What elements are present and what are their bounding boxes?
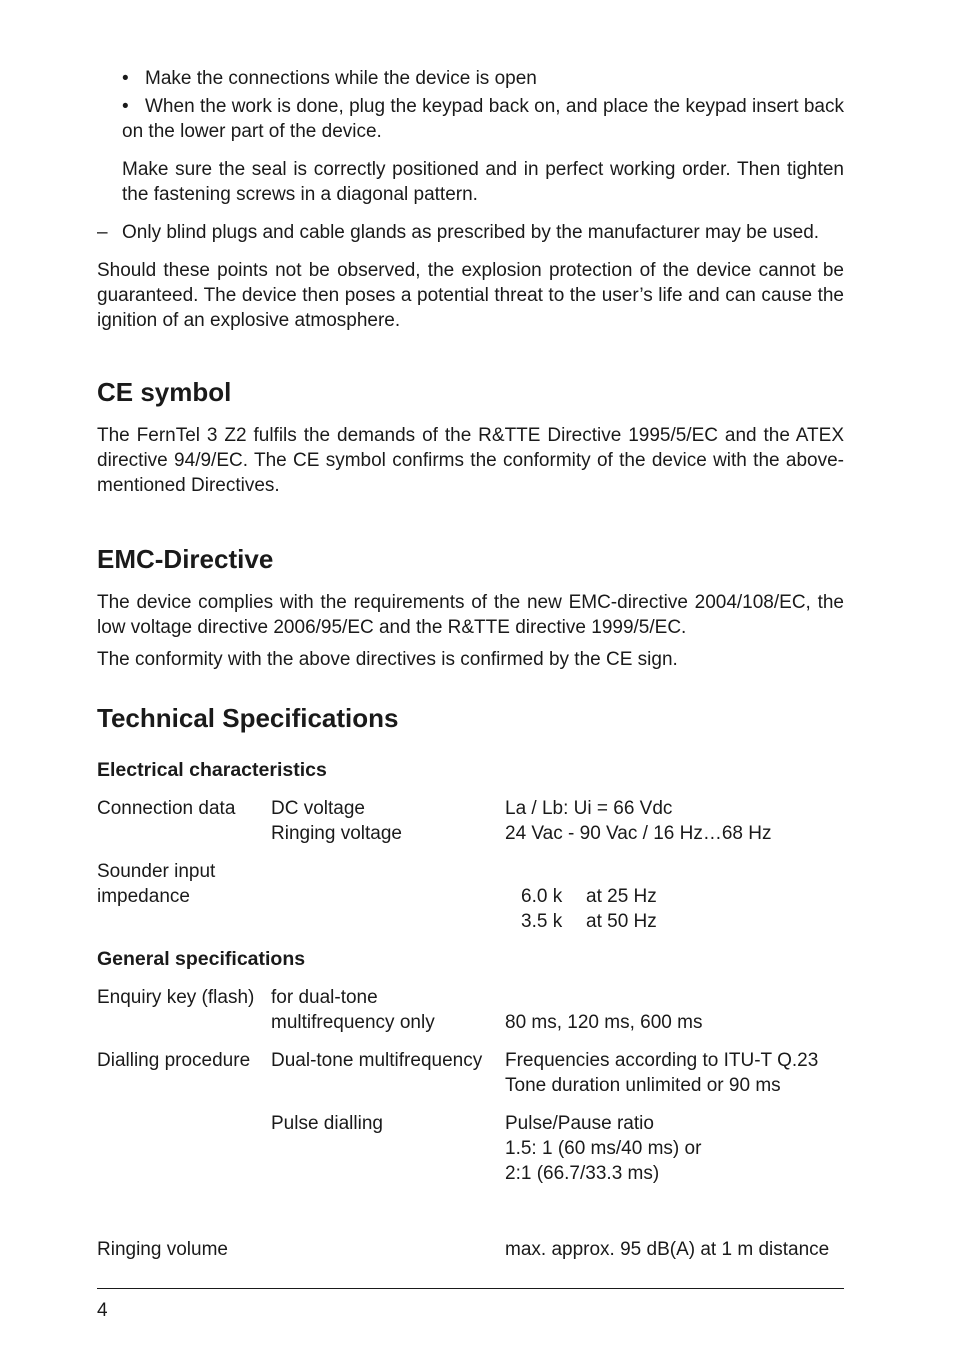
dtmf-value-2: Tone duration unlimited or 90 ms <box>505 1075 781 1096</box>
seal-note: Make sure the seal is correctly positioned and in perfect working order. Then tighten the fastening screws in a diagonal pattern. <box>122 159 844 205</box>
warning-paragraph: Should these points not be observed, the explosion protection of the device cannot be guaranteed. The device then poses a potential threat to the user’s life and can cause the ignition of an explosive atmosphere. <box>97 260 844 331</box>
pulse-dialling-label: Pulse dialling <box>271 1113 383 1134</box>
pulse-value-3: 2:1 (66.7/33.3 ms) <box>505 1163 660 1184</box>
enquiry-key-mid-2: multifrequency only <box>271 1012 435 1033</box>
footer-rule <box>97 1288 844 1289</box>
impedance-value-1: 6.0 k <box>521 886 563 907</box>
ringing-volume-value: max. approx. 95 dB(A) at 1 m distance <box>505 1239 830 1260</box>
ringing-volume-label: Ringing volume <box>97 1239 228 1260</box>
ce-heading: CE symbol <box>97 377 232 407</box>
specs-heading: Technical Specifications <box>97 703 399 733</box>
enquiry-key-label: Enquiry key (flash) <box>97 987 255 1008</box>
general-heading: General specifications <box>97 948 306 970</box>
impedance-value-2: 3.5 k <box>521 911 563 932</box>
impedance-freq-1: at 25 Hz <box>586 886 657 907</box>
electrical-heading: Electrical characteristics <box>97 759 327 781</box>
dc-voltage-value: La / Lb: Ui = 66 Vdc <box>505 798 673 819</box>
bullet-marker: • <box>122 68 129 89</box>
emc-paragraph-2: The conformity with the above directives is confirmed by the CE sign. <box>97 649 678 670</box>
bullet-marker: • <box>122 96 129 117</box>
dtmf-label: Dual-tone multifrequency <box>271 1050 483 1071</box>
ringing-voltage-label: Ringing voltage <box>271 823 402 844</box>
pulse-value-2: 1.5: 1 (60 ms/40 ms) or <box>505 1138 702 1159</box>
impedance-freq-2: at 50 Hz <box>586 911 657 932</box>
ce-paragraph: The FernTel 3 Z2 fulfils the demands of the R&TTE Directive 1995/5/EC and the ATEX directive 94/9/EC. The CE symbol confirms the conformity of the device with the above-mentioned Directives. <box>97 425 844 496</box>
connection-data-label: Connection data <box>97 798 236 819</box>
dialling-procedure-label: Dialling procedure <box>97 1050 251 1071</box>
bullet-item-keypad: When the work is done, plug the keypad back on, and place the keypad insert back on the lower part of the device. <box>122 96 844 142</box>
pulse-value-1: Pulse/Pause ratio <box>505 1113 654 1134</box>
dash-marker: – <box>97 222 108 243</box>
sounder-input-label: Sounder input <box>97 861 216 882</box>
ringing-voltage-value: 24 Vac - 90 Vac / 16 Hz…68 Hz <box>505 823 772 844</box>
impedance-label: impedance <box>97 886 190 907</box>
dtmf-value-1: Frequencies according to ITU-T Q.23 <box>505 1050 819 1071</box>
emc-heading: EMC-Directive <box>97 544 274 574</box>
emc-paragraph-1: The device complies with the requirements of the new EMC-directive 2004/108/EC, the low voltage directive 2006/95/EC and the R&TTE directive 1999/5/EC. <box>97 592 844 638</box>
dash-item: Only blind plugs and cable glands as prescribed by the manufacturer may be used. <box>122 222 820 243</box>
dc-voltage-label: DC voltage <box>271 798 365 819</box>
bullet-item-open: Make the connections while the device is open <box>145 68 537 89</box>
enquiry-key-mid-1: for dual-tone <box>271 987 378 1008</box>
page-number: 4 <box>97 1300 108 1321</box>
enquiry-key-value: 80 ms, 120 ms, 600 ms <box>505 1012 703 1033</box>
